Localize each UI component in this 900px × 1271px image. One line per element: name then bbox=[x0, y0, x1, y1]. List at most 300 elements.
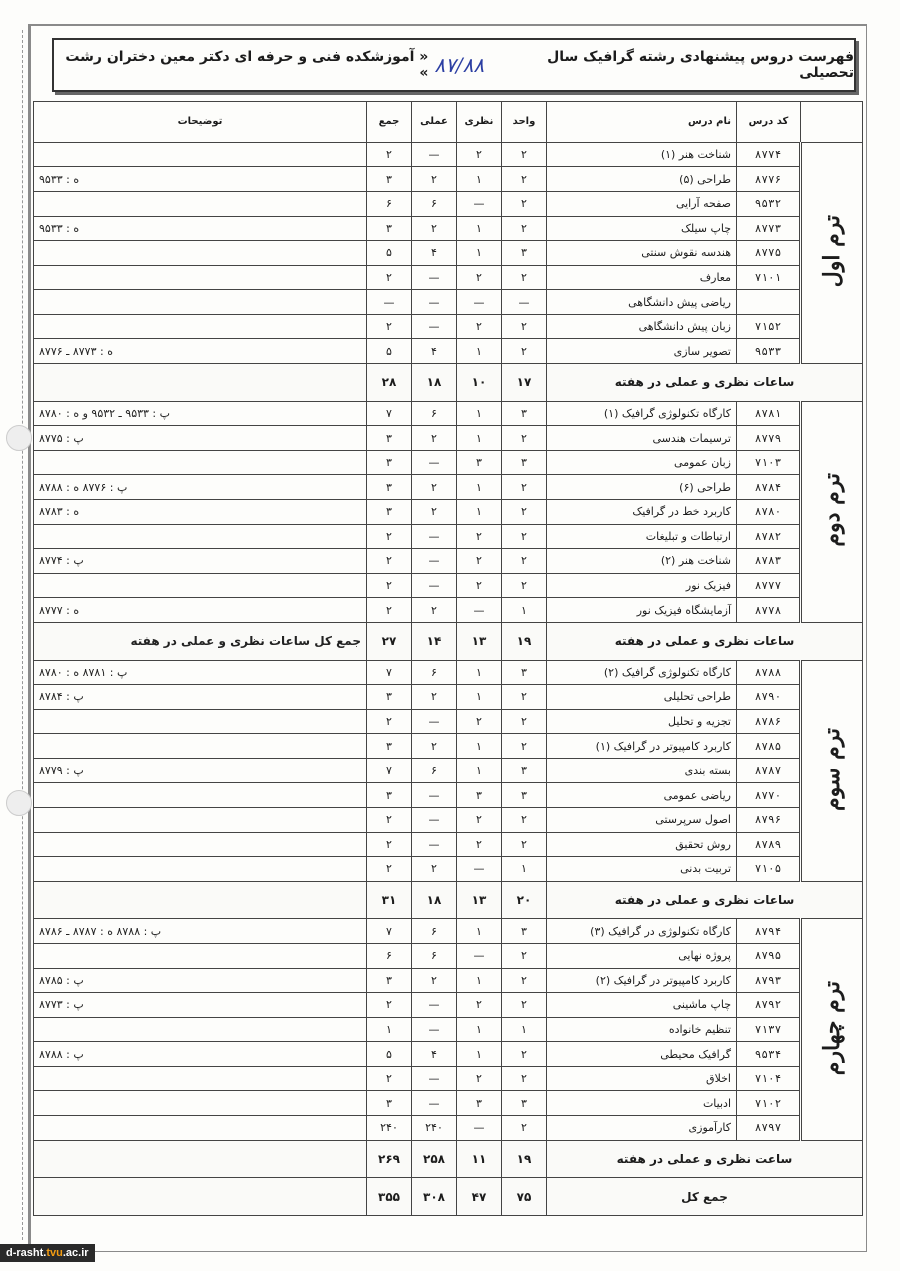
course-code: ۸۷۷۰ bbox=[737, 783, 801, 808]
course-practical: ۲ bbox=[412, 167, 457, 192]
course-theory: ۲ bbox=[457, 1066, 502, 1091]
course-theory: ۲ bbox=[457, 832, 502, 857]
website-tag[interactable] bbox=[0, 1244, 95, 1262]
course-units: ۳ bbox=[502, 758, 547, 783]
course-units: ۱ bbox=[502, 857, 547, 882]
course-code: ۸۷۷۵ bbox=[737, 241, 801, 266]
course-name: طراحی (۵) bbox=[547, 167, 737, 192]
course-note: ه : ۸۷۷۳ ـ ۸۷۷۶ bbox=[34, 339, 367, 364]
summary-note: جمع کل ساعات نظری و عملی در هفته bbox=[34, 622, 367, 660]
course-practical: ۲۴۰ bbox=[412, 1115, 457, 1140]
course-name: کارگاه تکنولوژی گرافیک (۱) bbox=[547, 401, 737, 426]
course-total: ۶ bbox=[367, 191, 412, 216]
table-row bbox=[34, 943, 863, 968]
course-units: ۱ bbox=[502, 1017, 547, 1042]
course-practical: ۶ bbox=[412, 943, 457, 968]
course-code: ۸۷۹۳ bbox=[737, 968, 801, 993]
table-row bbox=[34, 1042, 863, 1067]
course-units: ۲ bbox=[502, 549, 547, 574]
summary-practical: ۱۸ bbox=[412, 881, 457, 919]
course-theory: — bbox=[457, 857, 502, 882]
course-theory: ۲ bbox=[457, 314, 502, 339]
course-practical: ۴ bbox=[412, 339, 457, 364]
table-row bbox=[34, 549, 863, 574]
summary-label: ساعات نظری و عملی در هفته bbox=[547, 622, 863, 660]
term-summary-row bbox=[34, 1140, 863, 1178]
punch-hole bbox=[6, 790, 32, 816]
document-title bbox=[52, 38, 856, 92]
course-name: کاربرد کامپیوتر در گرافیک (۲) bbox=[547, 968, 737, 993]
course-units: ۳ bbox=[502, 1091, 547, 1116]
course-name: گرافیک محیطی bbox=[547, 1042, 737, 1067]
course-name: فیزیک نور bbox=[547, 573, 737, 598]
term-summary-row bbox=[34, 881, 863, 919]
summary-note bbox=[34, 1140, 367, 1178]
summary-units: ۱۹ bbox=[502, 1140, 547, 1178]
course-name: چاپ ماشینی bbox=[547, 993, 737, 1018]
course-theory: ۳ bbox=[457, 1091, 502, 1116]
course-practical: ۲ bbox=[412, 598, 457, 623]
course-name: آزمایشگاه فیزیک نور bbox=[547, 598, 737, 623]
course-practical: — bbox=[412, 807, 457, 832]
table-row bbox=[34, 265, 863, 290]
header-code: کد درس bbox=[737, 102, 801, 143]
course-name: تجزیه و تحلیل bbox=[547, 709, 737, 734]
course-name: تربیت بدنی bbox=[547, 857, 737, 882]
course-name: طراحی تحلیلی bbox=[547, 685, 737, 710]
course-practical: — bbox=[412, 524, 457, 549]
table-row bbox=[34, 598, 863, 623]
course-note: پ : ۸۷۸۸ ه : ۸۷۸۷ ـ ۸۷۸۶ bbox=[34, 919, 367, 944]
course-total: ۲ bbox=[367, 993, 412, 1018]
course-name: کارگاه تکنولوژی در گرافیک (۳) bbox=[547, 919, 737, 944]
course-total: ۳ bbox=[367, 475, 412, 500]
title-part-1: فهرست دروس پیشنهادی رشته گرافیک سال تحصیلی bbox=[547, 49, 854, 81]
course-practical: — bbox=[412, 265, 457, 290]
course-units: ۲ bbox=[502, 807, 547, 832]
course-theory: ۱ bbox=[457, 685, 502, 710]
course-name: شناخت هنر (۱) bbox=[547, 142, 737, 167]
course-code: ۷۱۰۲ bbox=[737, 1091, 801, 1116]
summary-theory: ۱۳ bbox=[457, 622, 502, 660]
course-practical: — bbox=[412, 314, 457, 339]
course-total: ۷ bbox=[367, 919, 412, 944]
table-row bbox=[34, 660, 863, 685]
summary-theory: ۱۱ bbox=[457, 1140, 502, 1178]
course-name: ریاضی عمومی bbox=[547, 783, 737, 808]
course-total: ۲ bbox=[367, 573, 412, 598]
header-total: جمع bbox=[367, 102, 412, 143]
course-theory: ۳ bbox=[457, 450, 502, 475]
course-theory: ۲ bbox=[457, 573, 502, 598]
term-label: ترم اول bbox=[819, 215, 845, 288]
course-code: ۸۷۷۶ bbox=[737, 167, 801, 192]
course-code: ۹۵۳۳ bbox=[737, 339, 801, 364]
course-note: پ : ۸۷۸۸ bbox=[34, 1042, 367, 1067]
course-total: ۲ bbox=[367, 709, 412, 734]
course-note: پ : ۸۷۸۱ ه : ۸۷۸۰ bbox=[34, 660, 367, 685]
course-practical: — bbox=[412, 783, 457, 808]
table-row bbox=[34, 216, 863, 241]
summary-theory: ۱۰ bbox=[457, 363, 502, 401]
course-name: روش تحقیق bbox=[547, 832, 737, 857]
course-units: ۲ bbox=[502, 943, 547, 968]
course-units: ۳ bbox=[502, 241, 547, 266]
course-units: ۲ bbox=[502, 573, 547, 598]
course-note: پ : ۸۷۷۵ bbox=[34, 426, 367, 451]
table-row bbox=[34, 919, 863, 944]
course-note: ه : ۸۷۸۳ bbox=[34, 499, 367, 524]
course-units: ۲ bbox=[502, 709, 547, 734]
header-theory: نظری bbox=[457, 102, 502, 143]
term-label: ترم دوم bbox=[819, 473, 845, 548]
summary-units: ۲۰ bbox=[502, 881, 547, 919]
course-note bbox=[34, 832, 367, 857]
course-note: ه : ۹۵۳۳ bbox=[34, 216, 367, 241]
grand-total-label: جمع کل bbox=[547, 1178, 863, 1216]
course-practical: — bbox=[412, 993, 457, 1018]
course-code: ۷۱۵۲ bbox=[737, 314, 801, 339]
grand-total-row bbox=[34, 1178, 863, 1216]
course-total: ۳ bbox=[367, 216, 412, 241]
course-name: کارگاه تکنولوژی گرافیک (۲) bbox=[547, 660, 737, 685]
course-code: ۸۷۸۸ bbox=[737, 660, 801, 685]
course-units: ۳ bbox=[502, 919, 547, 944]
course-name: اخلاق bbox=[547, 1066, 737, 1091]
course-note bbox=[34, 573, 367, 598]
course-units: ۲ bbox=[502, 1066, 547, 1091]
course-name: ادبیات bbox=[547, 1091, 737, 1116]
course-practical: — bbox=[412, 832, 457, 857]
course-units: ۲ bbox=[502, 685, 547, 710]
course-practical: ۲ bbox=[412, 685, 457, 710]
course-name: تصویر سازی bbox=[547, 339, 737, 364]
course-theory: ۱ bbox=[457, 968, 502, 993]
course-note: پ : ۸۷۷۴ bbox=[34, 549, 367, 574]
title-part-2: « آموزشکده فنی و حرفه ای دکتر معین دختران رشت » bbox=[65, 49, 429, 81]
term-label-cell bbox=[801, 401, 863, 622]
course-theory: ۱ bbox=[457, 919, 502, 944]
table-row bbox=[34, 142, 863, 167]
course-code: ۸۷۸۷ bbox=[737, 758, 801, 783]
course-name: معارف bbox=[547, 265, 737, 290]
header-corner bbox=[801, 102, 863, 143]
course-name: ترسیمات هندسی bbox=[547, 426, 737, 451]
course-practical: — bbox=[412, 450, 457, 475]
table-row bbox=[34, 1091, 863, 1116]
course-practical: — bbox=[412, 549, 457, 574]
course-units: ۲ bbox=[502, 993, 547, 1018]
course-units: ۲ bbox=[502, 216, 547, 241]
course-theory: ۱ bbox=[457, 401, 502, 426]
course-theory: ۳ bbox=[457, 783, 502, 808]
course-note bbox=[34, 709, 367, 734]
course-theory: ۲ bbox=[457, 142, 502, 167]
course-units: ۲ bbox=[502, 339, 547, 364]
course-total: ۵ bbox=[367, 241, 412, 266]
course-total: ۱ bbox=[367, 1017, 412, 1042]
summary-practical: ۱۸ bbox=[412, 363, 457, 401]
course-practical: ۲ bbox=[412, 857, 457, 882]
course-note bbox=[34, 290, 367, 315]
course-practical: ۴ bbox=[412, 241, 457, 266]
course-units: ۲ bbox=[502, 1042, 547, 1067]
header-units: واحد bbox=[502, 102, 547, 143]
summary-label: ساعات نظری و عملی در هفته bbox=[547, 363, 863, 401]
grand-total-note bbox=[34, 1178, 367, 1216]
course-note: پ : ۸۷۷۶ ه : ۸۷۸۸ bbox=[34, 475, 367, 500]
course-code: ۸۷۷۸ bbox=[737, 598, 801, 623]
table-row bbox=[34, 167, 863, 192]
course-total: ۳ bbox=[367, 734, 412, 759]
course-units: ۲ bbox=[502, 1115, 547, 1140]
course-units: ۳ bbox=[502, 783, 547, 808]
course-total: ۷ bbox=[367, 401, 412, 426]
course-total: ۵ bbox=[367, 1042, 412, 1067]
table-row bbox=[34, 685, 863, 710]
summary-note bbox=[34, 363, 367, 401]
course-name: پروژه نهایی bbox=[547, 943, 737, 968]
course-code: ۸۷۸۹ bbox=[737, 832, 801, 857]
course-note bbox=[34, 943, 367, 968]
table-row bbox=[34, 857, 863, 882]
course-total: ۷ bbox=[367, 758, 412, 783]
course-practical: ۶ bbox=[412, 660, 457, 685]
course-total: ۲۴۰ bbox=[367, 1115, 412, 1140]
term-label: ترم سوم bbox=[819, 727, 845, 811]
course-theory: ۱ bbox=[457, 339, 502, 364]
course-units: ۲ bbox=[502, 314, 547, 339]
course-practical: ۶ bbox=[412, 191, 457, 216]
course-note bbox=[34, 241, 367, 266]
course-practical: — bbox=[412, 1066, 457, 1091]
course-total: ۲ bbox=[367, 142, 412, 167]
course-practical: ۶ bbox=[412, 758, 457, 783]
summary-total: ۲۷ bbox=[367, 622, 412, 660]
course-theory: ۱ bbox=[457, 499, 502, 524]
course-code: ۸۷۷۷ bbox=[737, 573, 801, 598]
punch-hole bbox=[6, 425, 32, 451]
course-note bbox=[34, 734, 367, 759]
table-row bbox=[34, 783, 863, 808]
course-note bbox=[34, 1017, 367, 1042]
course-code: ۸۷۸۱ bbox=[737, 401, 801, 426]
table-row bbox=[34, 993, 863, 1018]
course-code: ۹۵۳۲ bbox=[737, 191, 801, 216]
course-units: ۲ bbox=[502, 265, 547, 290]
course-code: ۷۱۰۵ bbox=[737, 857, 801, 882]
course-units: ۲ bbox=[502, 524, 547, 549]
course-code: ۸۷۸۰ bbox=[737, 499, 801, 524]
course-theory: ۱ bbox=[457, 167, 502, 192]
table-row bbox=[34, 339, 863, 364]
course-code: ۸۷۷۳ bbox=[737, 216, 801, 241]
header-notes: توضیحات bbox=[34, 102, 367, 143]
course-units: ۲ bbox=[502, 426, 547, 451]
course-name: ارتباطات و تبلیغات bbox=[547, 524, 737, 549]
course-name: طراحی (۶) bbox=[547, 475, 737, 500]
course-name: تنظیم خانواده bbox=[547, 1017, 737, 1042]
course-theory: — bbox=[457, 290, 502, 315]
course-total: ۳ bbox=[367, 499, 412, 524]
course-code: ۸۷۸۵ bbox=[737, 734, 801, 759]
summary-note bbox=[34, 881, 367, 919]
course-code: ۸۷۷۴ bbox=[737, 142, 801, 167]
table-row bbox=[34, 241, 863, 266]
course-theory: ۱ bbox=[457, 426, 502, 451]
course-practical: ۲ bbox=[412, 734, 457, 759]
course-theory: — bbox=[457, 1115, 502, 1140]
course-code: ۷۱۰۱ bbox=[737, 265, 801, 290]
course-note: پ : ۸۷۷۹ bbox=[34, 758, 367, 783]
course-name: کارآموزی bbox=[547, 1115, 737, 1140]
course-total: ۵ bbox=[367, 339, 412, 364]
course-theory: ۲ bbox=[457, 807, 502, 832]
course-note bbox=[34, 142, 367, 167]
course-units: ۲ bbox=[502, 191, 547, 216]
course-theory: ۱ bbox=[457, 1017, 502, 1042]
course-theory: ۲ bbox=[457, 265, 502, 290]
table-row bbox=[34, 709, 863, 734]
domain-prefix: d-rasht. bbox=[6, 1247, 47, 1259]
course-note bbox=[34, 1091, 367, 1116]
course-units: ۱ bbox=[502, 598, 547, 623]
domain-suffix: .ac.ir bbox=[62, 1247, 89, 1259]
course-note: پ : ۸۷۸۵ bbox=[34, 968, 367, 993]
course-code: ۸۷۹۵ bbox=[737, 943, 801, 968]
course-theory: ۲ bbox=[457, 993, 502, 1018]
course-total: ۲ bbox=[367, 832, 412, 857]
grand-total-total: ۳۵۵ bbox=[367, 1178, 412, 1216]
course-theory: ۲ bbox=[457, 709, 502, 734]
course-theory: ۱ bbox=[457, 1042, 502, 1067]
table-row bbox=[34, 426, 863, 451]
course-code: ۹۵۳۴ bbox=[737, 1042, 801, 1067]
course-theory: ۱ bbox=[457, 216, 502, 241]
table-row bbox=[34, 499, 863, 524]
course-units: ۳ bbox=[502, 450, 547, 475]
summary-units: ۱۹ bbox=[502, 622, 547, 660]
course-code: ۷۱۰۳ bbox=[737, 450, 801, 475]
course-total: ۲ bbox=[367, 807, 412, 832]
course-table bbox=[33, 101, 863, 1216]
summary-label: ساعت نظری و عملی در هفته bbox=[547, 1140, 863, 1178]
course-practical: — bbox=[412, 709, 457, 734]
course-name: چاپ سیلک bbox=[547, 216, 737, 241]
course-total: ۳ bbox=[367, 685, 412, 710]
course-note: پ : ۸۷۸۴ bbox=[34, 685, 367, 710]
course-code: ۸۷۸۲ bbox=[737, 524, 801, 549]
course-code: ۷۱۰۴ bbox=[737, 1066, 801, 1091]
header-practical: عملی bbox=[412, 102, 457, 143]
course-total: ۶ bbox=[367, 943, 412, 968]
course-note: پ : ۸۷۷۳ bbox=[34, 993, 367, 1018]
table-row bbox=[34, 450, 863, 475]
term-label-cell bbox=[801, 660, 863, 881]
course-practical: — bbox=[412, 1091, 457, 1116]
table-row bbox=[34, 314, 863, 339]
course-theory: — bbox=[457, 598, 502, 623]
course-name: کاربرد کامپیوتر در گرافیک (۱) bbox=[547, 734, 737, 759]
table-row bbox=[34, 1066, 863, 1091]
summary-practical: ۲۵۸ bbox=[412, 1140, 457, 1178]
course-total: ۳ bbox=[367, 968, 412, 993]
course-total: ۲ bbox=[367, 314, 412, 339]
course-practical: — bbox=[412, 142, 457, 167]
term-summary-row bbox=[34, 363, 863, 401]
table-row bbox=[34, 968, 863, 993]
course-name: بسته بندی bbox=[547, 758, 737, 783]
course-practical: — bbox=[412, 573, 457, 598]
table-row bbox=[34, 807, 863, 832]
course-theory: ۲ bbox=[457, 549, 502, 574]
course-practical: ۲ bbox=[412, 968, 457, 993]
course-total: ۳ bbox=[367, 1091, 412, 1116]
course-note: ه : ۹۵۳۳ bbox=[34, 167, 367, 192]
summary-total: ۲۶۹ bbox=[367, 1140, 412, 1178]
summary-units: ۱۷ bbox=[502, 363, 547, 401]
table-row bbox=[34, 1017, 863, 1042]
course-code: ۸۷۹۲ bbox=[737, 993, 801, 1018]
term-label-cell bbox=[801, 142, 863, 363]
course-total: ۳ bbox=[367, 450, 412, 475]
course-total: ۲ bbox=[367, 598, 412, 623]
course-practical: ۲ bbox=[412, 426, 457, 451]
course-code: ۸۷۷۹ bbox=[737, 426, 801, 451]
course-units: ۳ bbox=[502, 401, 547, 426]
course-practical: ۶ bbox=[412, 919, 457, 944]
table-row bbox=[34, 290, 863, 315]
course-note bbox=[34, 524, 367, 549]
course-theory: — bbox=[457, 943, 502, 968]
course-note bbox=[34, 857, 367, 882]
course-note bbox=[34, 314, 367, 339]
course-units: ۲ bbox=[502, 142, 547, 167]
header-row bbox=[34, 102, 863, 143]
header-name: نام درس bbox=[547, 102, 737, 143]
table-row bbox=[34, 1115, 863, 1140]
course-theory: ۱ bbox=[457, 758, 502, 783]
course-code: ۸۷۸۳ bbox=[737, 549, 801, 574]
course-note bbox=[34, 1115, 367, 1140]
course-theory: ۱ bbox=[457, 241, 502, 266]
table-row bbox=[34, 832, 863, 857]
course-name: هندسه نقوش سنتی bbox=[547, 241, 737, 266]
course-total: — bbox=[367, 290, 412, 315]
course-theory: ۱ bbox=[457, 734, 502, 759]
table-row bbox=[34, 524, 863, 549]
course-theory: ۲ bbox=[457, 524, 502, 549]
course-code: ۸۷۹۰ bbox=[737, 685, 801, 710]
course-total: ۳ bbox=[367, 167, 412, 192]
course-units: ۲ bbox=[502, 734, 547, 759]
course-code: ۸۷۸۴ bbox=[737, 475, 801, 500]
course-units: ۲ bbox=[502, 832, 547, 857]
summary-theory: ۱۳ bbox=[457, 881, 502, 919]
table-row bbox=[34, 734, 863, 759]
course-practical: ۲ bbox=[412, 499, 457, 524]
domain-accent: tvu bbox=[46, 1247, 63, 1259]
course-note bbox=[34, 1066, 367, 1091]
summary-label: ساعات نظری و عملی در هفته bbox=[547, 881, 863, 919]
binding-margin bbox=[22, 30, 29, 1240]
course-code: ۸۷۹۴ bbox=[737, 919, 801, 944]
course-practical: ۲ bbox=[412, 475, 457, 500]
course-theory: ۱ bbox=[457, 660, 502, 685]
course-note: پ : ۹۵۳۳ ـ ۹۵۳۲ و ه : ۸۷۸۰ bbox=[34, 401, 367, 426]
summary-total: ۲۸ bbox=[367, 363, 412, 401]
course-total: ۳ bbox=[367, 783, 412, 808]
